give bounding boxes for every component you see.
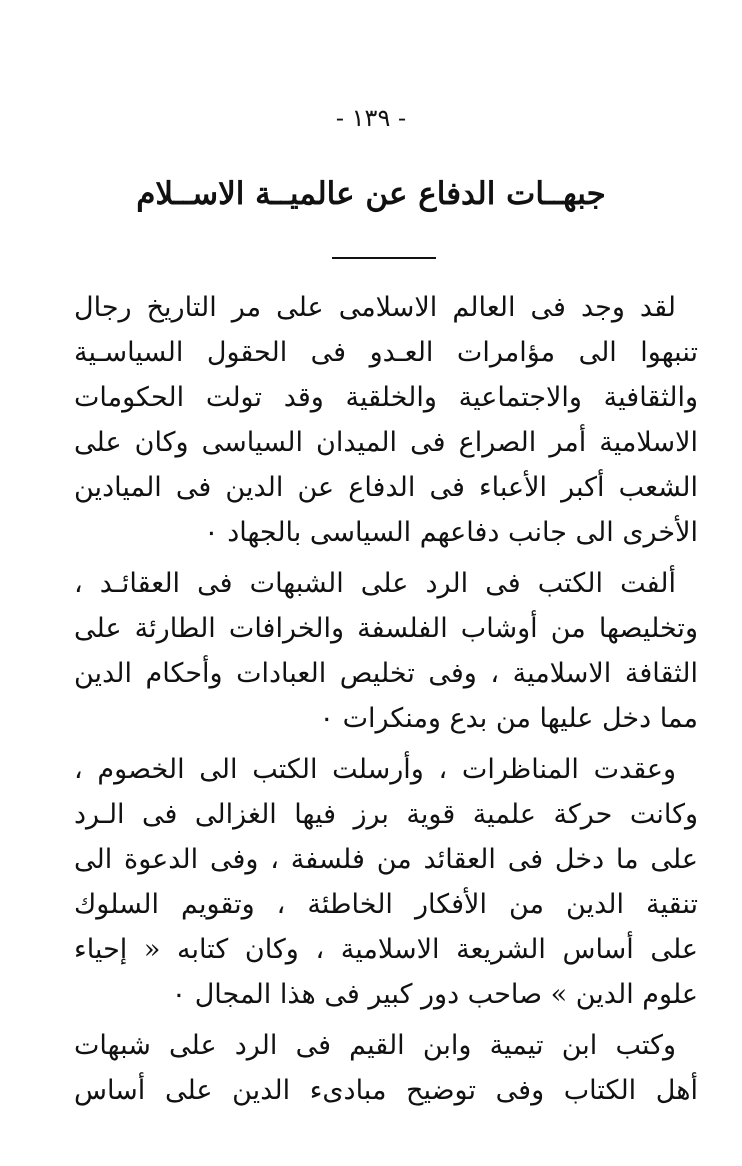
- text-line: الشعب أكبر الأعباء فى الدفاع عن الدين فى الميادين: [74, 472, 698, 503]
- body-text: [74, 285, 698, 1119]
- text-line: وتخليصها من أوشاب الفلسفة والخرافات الطارئة على: [74, 613, 698, 644]
- text-line: وكانت حركة علمية قوية برز فيها الغزالى فى الـرد: [74, 799, 698, 830]
- text-line: ألفت الكتب فى الرد على الشبهات فى العقائـد ،: [74, 568, 676, 599]
- text-line: على أساس الشريعة الاسلامية ، وكان كتابه « إحياء: [74, 934, 698, 965]
- text-line: تنبهوا الى مؤامرات العـدو فى الحقول السياسـية: [74, 337, 698, 368]
- paragraph-3: [74, 747, 698, 1017]
- text-line: الاسلامية أمر الصراع فى الميدان السياسى وكان على: [74, 427, 698, 458]
- text-line: الثقافة الاسلامية ، وفى تخليص العبادات وأحكام الدين: [74, 658, 698, 689]
- text-line: تنقية الدين من الأفكار الخاطئة ، وتقويم السلوك: [74, 889, 698, 920]
- text-line: والثقافية والاجتماعية والخلقية وقد تولت الحكومات: [74, 382, 698, 413]
- paragraph-1: [74, 285, 698, 555]
- title-underline-rule: [332, 257, 436, 259]
- text-line: وكتب ابن تيمية وابن القيم فى الرد على شبهات: [74, 1030, 676, 1061]
- page-number: - ١٣٩ -: [335, 104, 407, 132]
- paragraph-4: [74, 1023, 698, 1113]
- text-line: مما دخل عليها من بدع ومنكرات ٠: [319, 703, 698, 734]
- text-line: علوم الدين » صاحب دور كبير فى هذا المجال ٠: [171, 979, 698, 1010]
- text-line: لقد وجد فى العالم الاسلامى على مر التاريخ رجال: [74, 292, 676, 323]
- text-line: وعقدت المناظرات ، وأرسلت الكتب الى الخصوم ،: [74, 754, 676, 785]
- text-line: على ما دخل فى العقائد من فلسفة ، وفى الدعوة الى: [74, 844, 698, 875]
- paragraph-2: [74, 561, 698, 741]
- chapter-title: جبهــات الدفاع عن عالميــة الاســلام: [136, 176, 606, 212]
- text-line: الأخرى الى جانب دفاعهم السياسى بالجهاد ٠: [204, 517, 698, 548]
- text-line: أهل الكتاب وفى توضيح مبادىء الدين على أساس: [74, 1075, 698, 1106]
